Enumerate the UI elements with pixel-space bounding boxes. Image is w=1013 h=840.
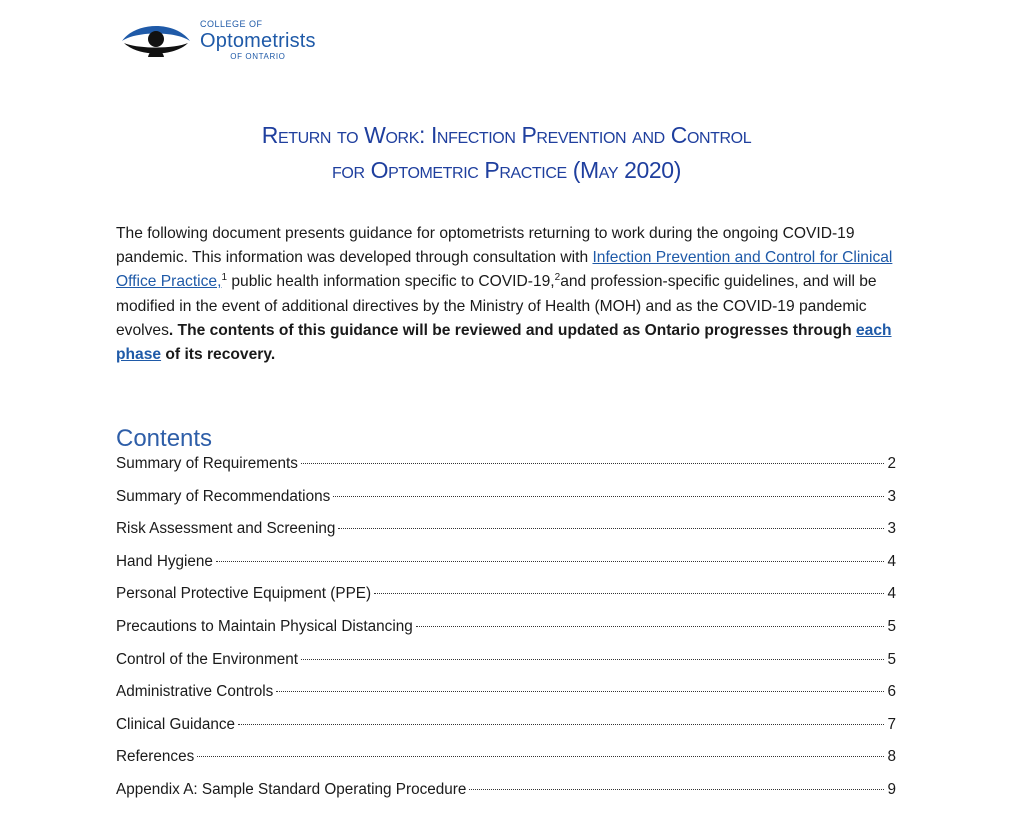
toc-dot-leader	[301, 659, 885, 660]
toc-entry-page[interactable]: 4	[887, 585, 896, 603]
toc-entry-label[interactable]: Personal Protective Equipment (PPE)	[116, 585, 372, 603]
toc-entry[interactable]	[116, 651, 896, 684]
intro-text-2: public health information specific to COVID-19,	[227, 273, 555, 291]
each-phase-link[interactable]: each phase	[116, 321, 892, 364]
college-logo	[120, 16, 320, 64]
intro-text-1: The following document presents guidance for optometrists returning to work during the ongoing COVID-19 pandemic. This information was developed through consultation with	[116, 225, 855, 267]
table-of-contents	[116, 455, 896, 814]
toc-dot-leader	[301, 463, 885, 464]
toc-entry[interactable]	[116, 488, 896, 521]
contents-heading: Contents	[116, 425, 213, 452]
toc-entry-page[interactable]: 3	[887, 520, 896, 538]
toc-dot-leader	[216, 561, 885, 562]
toc-dot-leader	[197, 756, 884, 757]
toc-entry-label[interactable]: Precautions to Maintain Physical Distancing	[116, 617, 413, 635]
logo-line-2: Optometrists	[200, 29, 316, 52]
toc-dot-leader	[276, 691, 884, 692]
toc-dot-leader	[416, 626, 885, 627]
toc-entry-page[interactable]: 3	[887, 487, 896, 505]
toc-entry[interactable]	[116, 455, 896, 488]
toc-entry-page[interactable]: 7	[887, 715, 896, 733]
toc-entry-page[interactable]: 8	[887, 748, 896, 766]
toc-entry[interactable]	[116, 748, 896, 781]
toc-entry[interactable]	[116, 585, 896, 618]
toc-entry-label[interactable]: Hand Hygiene	[116, 552, 213, 570]
logo-line-1: COLLEGE OF	[200, 18, 263, 29]
toc-entry[interactable]	[116, 553, 896, 586]
toc-entry[interactable]	[116, 683, 896, 716]
footnote-1[interactable]: 1	[221, 272, 228, 284]
title-text-2: for Optometric Practice (May 2020)	[332, 157, 681, 183]
toc-entry[interactable]	[116, 716, 896, 749]
toc-entry-page[interactable]: 2	[887, 455, 896, 472]
toc-dot-leader	[469, 789, 884, 790]
intro-bold-1: . The contents of this guidance will be reviewed and updated as Ontario progresses through	[168, 321, 856, 339]
footnote-2[interactable]: 2	[554, 272, 561, 284]
toc-entry-label[interactable]: Clinical Guidance	[116, 715, 236, 733]
title-text-1: Return to Work: Infection Prevention and Control	[261, 122, 752, 148]
toc-entry-page[interactable]: 4	[887, 552, 896, 570]
toc-entry-label[interactable]: Risk Assessment and Screening	[116, 520, 336, 538]
toc-entry[interactable]	[116, 520, 896, 553]
document-title-line-1	[0, 122, 1013, 149]
toc-entry-label[interactable]: Summary of Recommendations	[116, 487, 331, 505]
toc-entry-label[interactable]: Summary of Requirements	[116, 455, 298, 472]
toc-dot-leader	[374, 593, 884, 594]
intro-bold-2: of its recovery.	[161, 346, 276, 364]
toc-dot-leader	[238, 724, 884, 725]
toc-dot-leader	[333, 496, 884, 497]
toc-entry[interactable]	[116, 781, 896, 814]
document-title-line-2	[0, 157, 1013, 184]
eye-logo-icon	[120, 17, 192, 63]
toc-dot-leader	[338, 528, 884, 529]
toc-entry-page[interactable]: 5	[887, 617, 896, 635]
toc-entry-label[interactable]: Appendix A: Sample Standard Operating Procedure	[116, 780, 467, 798]
toc-entry-page[interactable]: 6	[887, 683, 896, 701]
logo-line-3: OF ONTARIO	[230, 51, 286, 61]
toc-entry-page[interactable]: 9	[887, 780, 896, 798]
intro-paragraph	[116, 222, 896, 367]
toc-entry-label[interactable]: References	[116, 748, 195, 766]
toc-entry-label[interactable]: Administrative Controls	[116, 683, 274, 701]
intro-text-3: and profession-specific guidelines, and will be modified in the event of additional directives by the Ministry of Health (MOH) and as the COVID-19 pandemic evolves	[116, 273, 877, 339]
toc-entry-label[interactable]: Control of the Environment	[116, 650, 298, 668]
toc-entry-page[interactable]: 5	[887, 650, 896, 668]
ipac-guidance-link[interactable]: Infection Prevention and Control for Clinical Office Practice,	[116, 249, 893, 291]
toc-entry[interactable]	[116, 618, 896, 651]
